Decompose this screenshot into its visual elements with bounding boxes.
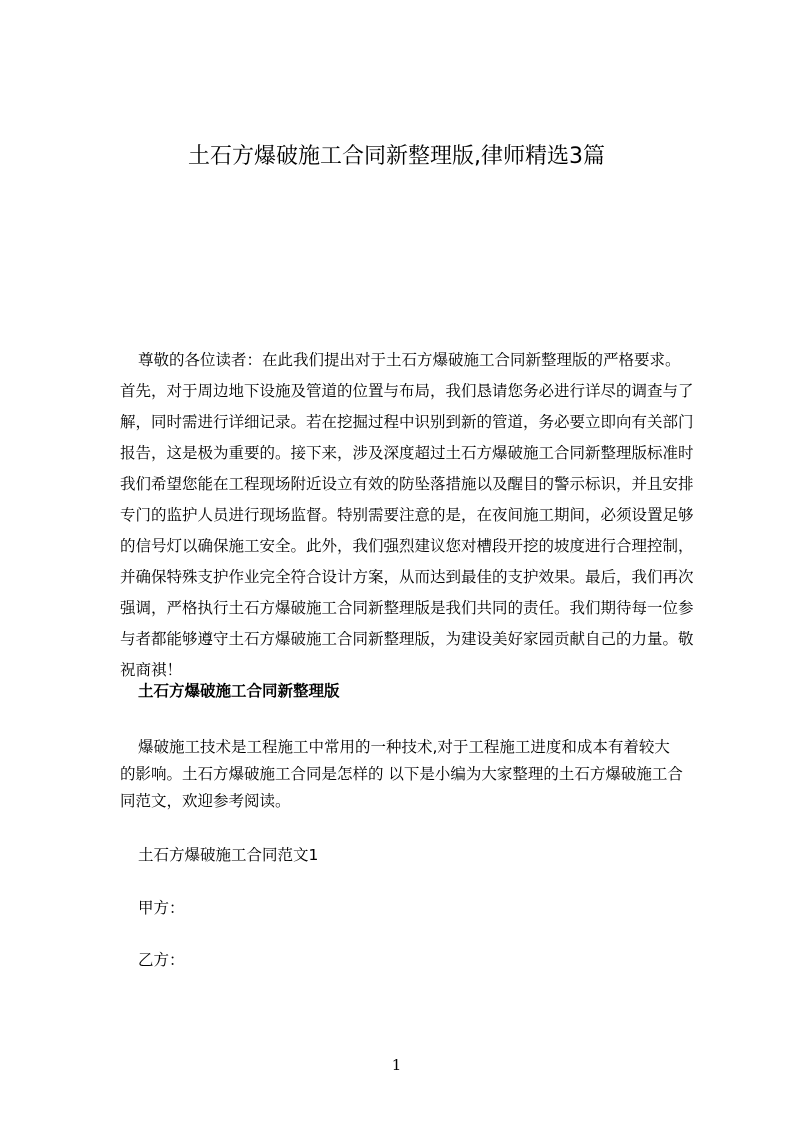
intro-line: 我们希望您能在工程现场附近设立有效的防坠落措施以及醒目的警示标识，并且安排 (120, 475, 694, 493)
intro-line: 报告，这是极为重要的。接下来，涉及深度超过土石方爆破施工合同新整理版标准时 (120, 444, 694, 462)
sample-contract-title: 土石方爆破施工合同范文1 (138, 846, 319, 864)
intro-line: 首先，对于周边地下设施及管道的位置与布局，我们恳请您务必进行详尽的调查与了 (120, 382, 694, 400)
intro-line: 并确保特殊支护作业完全符合设计方案，从而达到最佳的支护效果。最后，我们再次 (120, 568, 694, 586)
intro-line: 的信号灯以确保施工安全。此外，我们强烈建议您对槽段开挖的坡度进行合理控制， (120, 537, 694, 555)
intro-line: 专门的监护人员进行现场监督。特别需要注意的是，在夜间施工期间，必须设置足够 (120, 506, 694, 524)
section-line: 的影响。土石方爆破施工合同是怎样的 以下是小编为大家整理的土石方爆破施工合 (120, 765, 683, 783)
intro-line: 祝商祺！ (120, 661, 183, 679)
intro-line: 尊敬的各位读者：在此我们提出对于土石方爆破施工合同新整理版的严格要求。 (138, 351, 681, 369)
section-line: 同范文，欢迎参考阅读。 (120, 792, 291, 810)
party-b-label: 乙方： (138, 951, 185, 969)
section-heading: 土石方爆破施工合同新整理版 (138, 682, 340, 700)
intro-line: 与者都能够遵守土石方爆破施工合同新整理版，为建设美好家园贡献自己的力量。敬 (120, 630, 694, 648)
party-a-label: 甲方： (138, 899, 185, 917)
document-title: 土石方爆破施工合同新整理版,律师精选3篇 (188, 144, 605, 169)
section-line: 爆破施工技术是工程施工中常用的一种技术,对于工程施工进度和成本有着较大 (138, 738, 670, 756)
intro-line: 解，同时需进行详细记录。若在挖掘过程中识别到新的管道，务必要立即向有关部门 (120, 413, 694, 431)
page-number: 1 (391, 1056, 402, 1074)
intro-line: 强调，严格执行土石方爆破施工合同新整理版是我们共同的责任。我们期待每一位参 (120, 599, 694, 617)
